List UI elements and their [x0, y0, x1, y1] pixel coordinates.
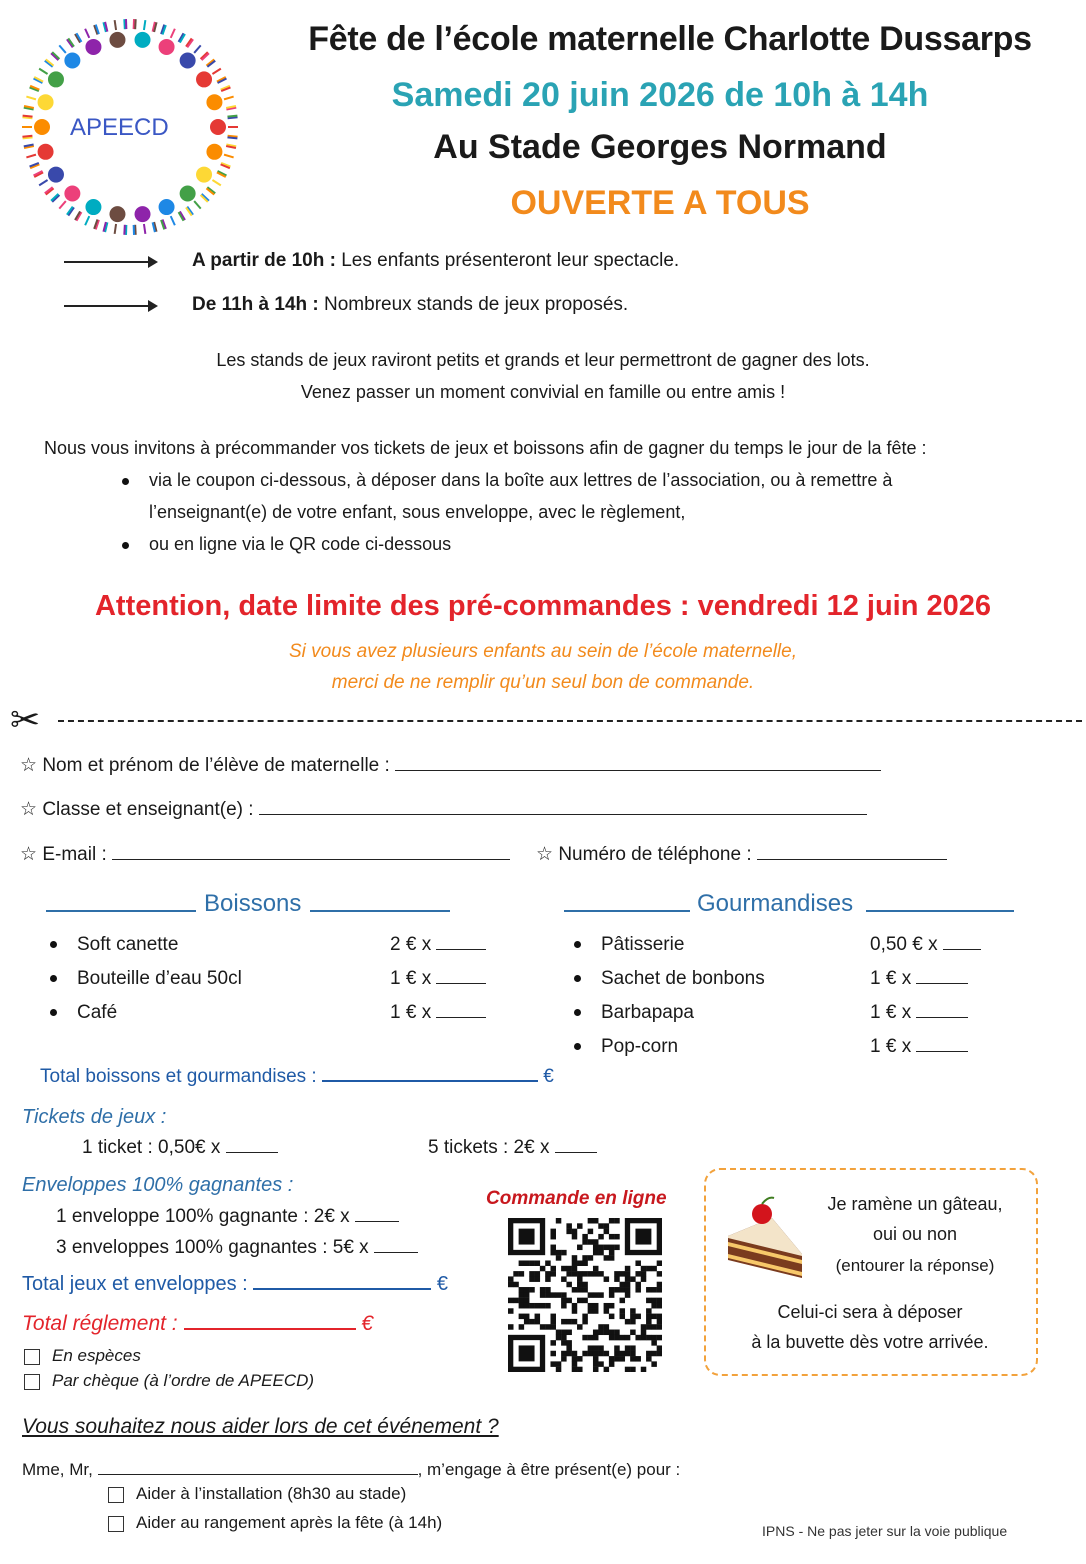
- scissors-icon: ✂: [10, 699, 41, 740]
- invite-bullet-1-cont: l’enseignant(e) de votre enfant, sous enveloppe, avec le règlement,: [149, 502, 686, 522]
- tickets-title: Tickets de jeux :: [22, 1106, 167, 1128]
- apeecd-logo: [18, 14, 242, 240]
- logo-text: APEECD: [70, 114, 169, 141]
- boissons-price[interactable]: [390, 934, 486, 956]
- phone-line[interactable]: [757, 859, 947, 860]
- event-date: Samedi 20 juin 2026 de 10h à 14h: [391, 76, 929, 114]
- total-jeux-line[interactable]: [253, 1288, 431, 1290]
- total-reglement-label: Total réglement :: [22, 1312, 178, 1335]
- program-time: A partir de 10h :: [192, 250, 336, 271]
- total-jeux[interactable]: [22, 1273, 448, 1296]
- total-boissons[interactable]: [40, 1066, 554, 1088]
- email-line[interactable]: [112, 859, 510, 860]
- star-icon: ☆: [536, 844, 554, 865]
- qty-line[interactable]: [355, 1221, 399, 1222]
- invite-lead: Nous vous invitons à précommander vos tickets de jeux et boissons afin de gagner du temps le jour de la fête :: [44, 438, 927, 458]
- invite-bullet-2: [122, 534, 451, 555]
- gourmandises-item: [574, 1036, 678, 1058]
- qty-line[interactable]: [374, 1252, 418, 1253]
- email-field[interactable]: [20, 843, 510, 866]
- cake-line-3: (entourer la réponse): [835, 1256, 995, 1275]
- envelope-1-label: 1 enveloppe 100% gagnante : 2€ x: [56, 1206, 350, 1227]
- deadline: Attention, date limite des pré-commandes : vendredi 12 juin 2026: [94, 590, 991, 622]
- boissons-item: [50, 934, 178, 956]
- bullet-icon: [574, 941, 581, 948]
- gourmandises-price[interactable]: [870, 968, 968, 990]
- event-place: Au Stade Georges Normand: [433, 128, 887, 166]
- checkbox[interactable]: [24, 1374, 40, 1390]
- envelope-1[interactable]: [56, 1206, 399, 1228]
- qty-line[interactable]: [436, 983, 486, 984]
- boissons-item: [50, 968, 242, 990]
- total-boissons-label: Total boissons et gourmandises :: [40, 1066, 317, 1087]
- cake-line-2: oui ou non: [872, 1224, 958, 1244]
- qty-line[interactable]: [916, 1017, 968, 1018]
- qty-line[interactable]: [226, 1152, 278, 1153]
- boissons-price[interactable]: [390, 968, 486, 990]
- item-price: 2 € x: [390, 934, 432, 955]
- invite-bullet-text: ou en ligne via le QR code ci-dessous: [149, 534, 452, 554]
- star-icon: ☆: [20, 799, 38, 820]
- help-option-label: Aider à l’installation (8h30 au stade): [136, 1484, 407, 1503]
- page-title: Fête de l’école maternelle Charlotte Dussarps: [308, 20, 1032, 58]
- boissons-header: Boissons: [204, 890, 302, 917]
- footer-note: IPNS - Ne pas jeter sur la voie publique: [762, 1523, 1008, 1539]
- item-name: Sachet de bonbons: [601, 968, 765, 989]
- help-name-field[interactable]: [22, 1460, 680, 1480]
- payment-cheque-label: Par chèque (à l’ordre de APEECD): [52, 1371, 315, 1390]
- ticket-1[interactable]: [82, 1137, 278, 1159]
- student-name-field[interactable]: [20, 754, 881, 777]
- qr-code-icon: [508, 1218, 662, 1372]
- gourmandises-header: Gourmandises: [697, 890, 854, 917]
- bullet-icon: [50, 975, 57, 982]
- gourmandises-header-rule-left: [564, 910, 690, 912]
- class-line[interactable]: [259, 814, 867, 815]
- item-price: 1 € x: [870, 1002, 912, 1023]
- class-label: Classe et enseignant(e) :: [42, 799, 254, 820]
- payment-cash-label: En espèces: [52, 1346, 141, 1365]
- bullet-icon: [122, 542, 129, 549]
- qty-line[interactable]: [916, 983, 968, 984]
- item-price: 1 € x: [870, 968, 912, 989]
- help-name-line[interactable]: [98, 1474, 418, 1475]
- gourmandises-price[interactable]: [870, 1002, 968, 1024]
- boissons-price[interactable]: [390, 1002, 486, 1024]
- total-jeux-label: Total jeux et enveloppes :: [22, 1273, 248, 1295]
- envelope-3[interactable]: [56, 1237, 418, 1259]
- qty-line[interactable]: [916, 1051, 968, 1052]
- help-mme-label: Mme, Mr,: [22, 1460, 93, 1479]
- envelopes-title: Enveloppes 100% gagnantes :: [22, 1174, 294, 1196]
- phone-field[interactable]: [536, 843, 947, 866]
- currency: €: [543, 1066, 554, 1087]
- cake-line-4: Celui-ci sera à déposer: [777, 1302, 963, 1322]
- item-price: 0,50 € x: [870, 934, 938, 955]
- gourmandises-price[interactable]: [870, 1036, 968, 1058]
- qty-line[interactable]: [436, 949, 486, 950]
- class-field[interactable]: [20, 798, 867, 821]
- arrow-icon: [64, 305, 156, 307]
- program-text: Les enfants présenteront leur spectacle.: [335, 250, 680, 271]
- boissons-item: [50, 1002, 117, 1024]
- item-name: Bouteille d’eau 50cl: [77, 968, 242, 989]
- student-name-label: Nom et prénom de l’élève de maternelle :: [42, 755, 390, 776]
- boissons-header-rule-left: [46, 910, 196, 912]
- gourmandises-item: [574, 934, 684, 956]
- bullet-icon: [574, 1043, 581, 1050]
- note-line-2: merci de ne remplir qu’un seul bon de commande.: [331, 672, 755, 693]
- checkbox[interactable]: [108, 1487, 124, 1503]
- help-option-label: Aider au rangement après la fête (à 14h): [136, 1513, 443, 1532]
- note-line-1: Si vous avez plusieurs enfants au sein de l’école maternelle,: [288, 641, 797, 662]
- ticket-5-label: 5 tickets : 2€ x: [428, 1137, 550, 1158]
- help-engage-label: , m’engage à être présent(e) pour :: [417, 1460, 681, 1479]
- total-boissons-line[interactable]: [322, 1080, 538, 1082]
- help-title: Vous souhaitez nous aider lors de cet événement ?: [22, 1415, 499, 1438]
- bullet-icon: [50, 1009, 57, 1016]
- program-text: Nombreux stands de jeux proposés.: [318, 294, 629, 315]
- item-name: Café: [77, 1002, 118, 1023]
- cake-line-5: à la buvette dès votre arrivée.: [751, 1332, 989, 1352]
- qr-code[interactable]: [508, 1218, 662, 1372]
- invite-bullet-text: via le coupon ci-dessous, à déposer dans la boîte aux lettres de l’association, ou à remettre à: [149, 470, 893, 490]
- cake-icon: [722, 1196, 812, 1288]
- qty-line[interactable]: [555, 1152, 597, 1153]
- help-option-install[interactable]: [108, 1484, 406, 1504]
- ticket-5[interactable]: [428, 1137, 597, 1159]
- total-reglement-line[interactable]: [184, 1328, 356, 1330]
- cut-line: [58, 720, 1082, 722]
- star-icon: ☆: [20, 755, 38, 776]
- bullet-icon: [574, 975, 581, 982]
- help-option-rangement[interactable]: [108, 1513, 442, 1533]
- currency: €: [361, 1312, 374, 1335]
- item-price: 1 € x: [870, 1036, 912, 1057]
- payment-cheque[interactable]: [24, 1371, 314, 1391]
- item-name: Soft canette: [77, 934, 179, 955]
- envelope-3-label: 3 enveloppes 100% gagnantes : 5€ x: [56, 1237, 369, 1258]
- intro-line-1: Les stands de jeux raviront petits et grands et leur permettront de gagner des lots.: [216, 350, 870, 370]
- gourmandises-item: [574, 968, 765, 990]
- program-time: De 11h à 14h :: [192, 294, 319, 315]
- event-open: OUVERTE A TOUS: [510, 184, 810, 222]
- total-reglement[interactable]: [22, 1312, 373, 1336]
- payment-cash[interactable]: [24, 1346, 141, 1366]
- ticket-1-label: 1 ticket : 0,50€ x: [82, 1137, 221, 1158]
- gourmandises-header-rule-right: [866, 910, 1014, 912]
- phone-label: Numéro de téléphone :: [558, 844, 752, 865]
- email-label: E-mail :: [42, 844, 107, 865]
- checkbox[interactable]: [108, 1516, 124, 1532]
- boissons-header-rule-right: [310, 910, 450, 912]
- student-name-line[interactable]: [395, 770, 881, 771]
- online-order-label: Commande en ligne: [486, 1188, 667, 1209]
- cake-line-1: Je ramène un gâteau,: [827, 1194, 1003, 1214]
- invite-bullet-1: [122, 470, 892, 491]
- item-price: 1 € x: [390, 968, 432, 989]
- star-icon: ☆: [20, 844, 38, 865]
- bullet-icon: [122, 478, 129, 485]
- gourmandises-price[interactable]: [870, 934, 981, 956]
- currency: €: [436, 1273, 448, 1295]
- program-item-1: [192, 250, 679, 272]
- qty-line[interactable]: [436, 1017, 486, 1018]
- gourmandises-item: [574, 1002, 694, 1024]
- bullet-icon: [574, 1009, 581, 1016]
- qty-line[interactable]: [943, 949, 981, 950]
- item-name: Pâtisserie: [601, 934, 685, 955]
- item-name: Pop-corn: [601, 1036, 679, 1057]
- checkbox[interactable]: [24, 1349, 40, 1365]
- arrow-icon: [64, 261, 156, 263]
- item-name: Barbapapa: [601, 1002, 694, 1023]
- program-item-2: [192, 294, 628, 316]
- item-price: 1 € x: [390, 1002, 432, 1023]
- bullet-icon: [50, 941, 57, 948]
- intro-line-2: Venez passer un moment convivial en famille ou entre amis !: [300, 382, 786, 402]
